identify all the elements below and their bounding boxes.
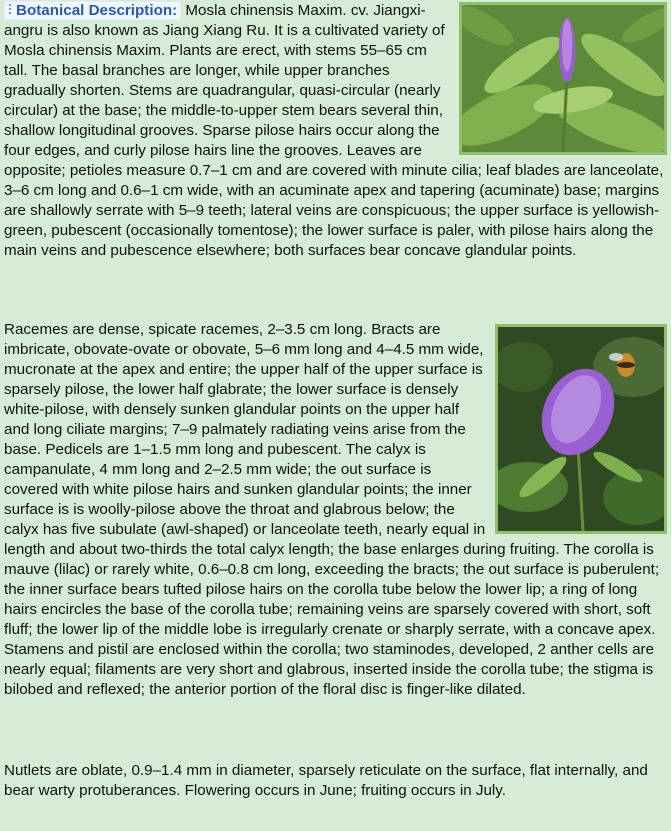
plant-leaves-photo xyxy=(459,2,667,155)
paragraph-leaves-text: Mosla chinensis Maxim. cv. Jiangxi-angru is also known as Jiang Xiang Ru. It is a cultivated variety of Mosla chinensis Maxim. Plants are erect, with stems 55–65 cm tall. The basal branches are longer, while upper branches gradually shorten. Stems are quadrangular, quasi-circular (nearly circular) at the base; the middle-to-upper stem bears several thin, shallow longitudinal grooves. Sparse pilose hairs occur along the four edges, and curly pilose hairs line the grooves. Leaves are opposite; petioles measure 0.7–1 cm and are covered with minute cilia; leaf blades are lanceolate, 3–6 cm long and 0.6–1 cm wide, with an acuminate apex and tapering (acuminate) base; margins are shallowly serrate with 5–9 teeth; lateral veins are conspicuous; the upper surface is yellowish-green, pubescent (occasionally tomentose); the lower surface is paler, with pilose hairs along the main veins and pubescence elsewhere; both surfaces bear concave glandular points. xyxy=(4,2,664,259)
paragraph-nutlets xyxy=(4,761,667,801)
botanical-description-heading: Botanical Description: xyxy=(4,1,181,20)
paragraph-nutlets-text: Nutlets are oblate, 0.9–1.4 mm in diameter, sparsely reticulate on the surface, flat internally, and bear warty protuberances. Flowering occurs in June; fruiting occurs in July. xyxy=(4,762,648,799)
paragraph-racemes xyxy=(4,320,667,700)
flower-with-bee-photo xyxy=(495,324,667,534)
paragraph-racemes-text: Racemes are dense, spicate racemes, 2–3.5 cm long. Bracts are imbricate, obovate-ovate or obovate, 5–6 mm long and 4–4.5 mm wide, mucronate at the apex and entire; the upper half of the upper surface is sparsely pilose, the lower half glabrate; the lower surface is densely white-pilose, with densely sunken glandular points on the upper half and long ciliate margins; 7–9 palmately radiating veins arise from the base. Pedicels are 1–1.5 mm long and pubescent. The calyx is campanulate, 4 mm long and 2–2.5 mm wide; the out surface is covered with white pilose hairs and sunken glandular points; the inner surface is is woolly-pilose above the throat and glabrous below; the calyx has five subulate (awl-shaped) or lanceolate teeth, nearly equal in length and about two-thirds the total calyx length; the base enlarges during fruiting. The corolla is mauve (lilac) or rarely white, 0.6–0.8 cm long, exceeding the bracts; the out surface is puberulent; the inner surface bears tufted pilose hairs on the corolla tube below the lower lip; a ring of long hairs encircles the base of the corolla tube; remaining veins are sparsely covered with short, soft fluff; the lower lip of the middle lobe is irregularly crenate or sharply serrate, with a concave apex. Stamens and pistil are enclosed within the corolla; two staminodes, developed, 2 anther cells are nearly equal; filaments are very short and glabrous, inserted inside the corolla tube; the stigma is bilobed and reflexed; the anterior portion of the floral disc is finger-like dilated. xyxy=(4,321,660,698)
paragraph-leaves xyxy=(4,1,667,261)
